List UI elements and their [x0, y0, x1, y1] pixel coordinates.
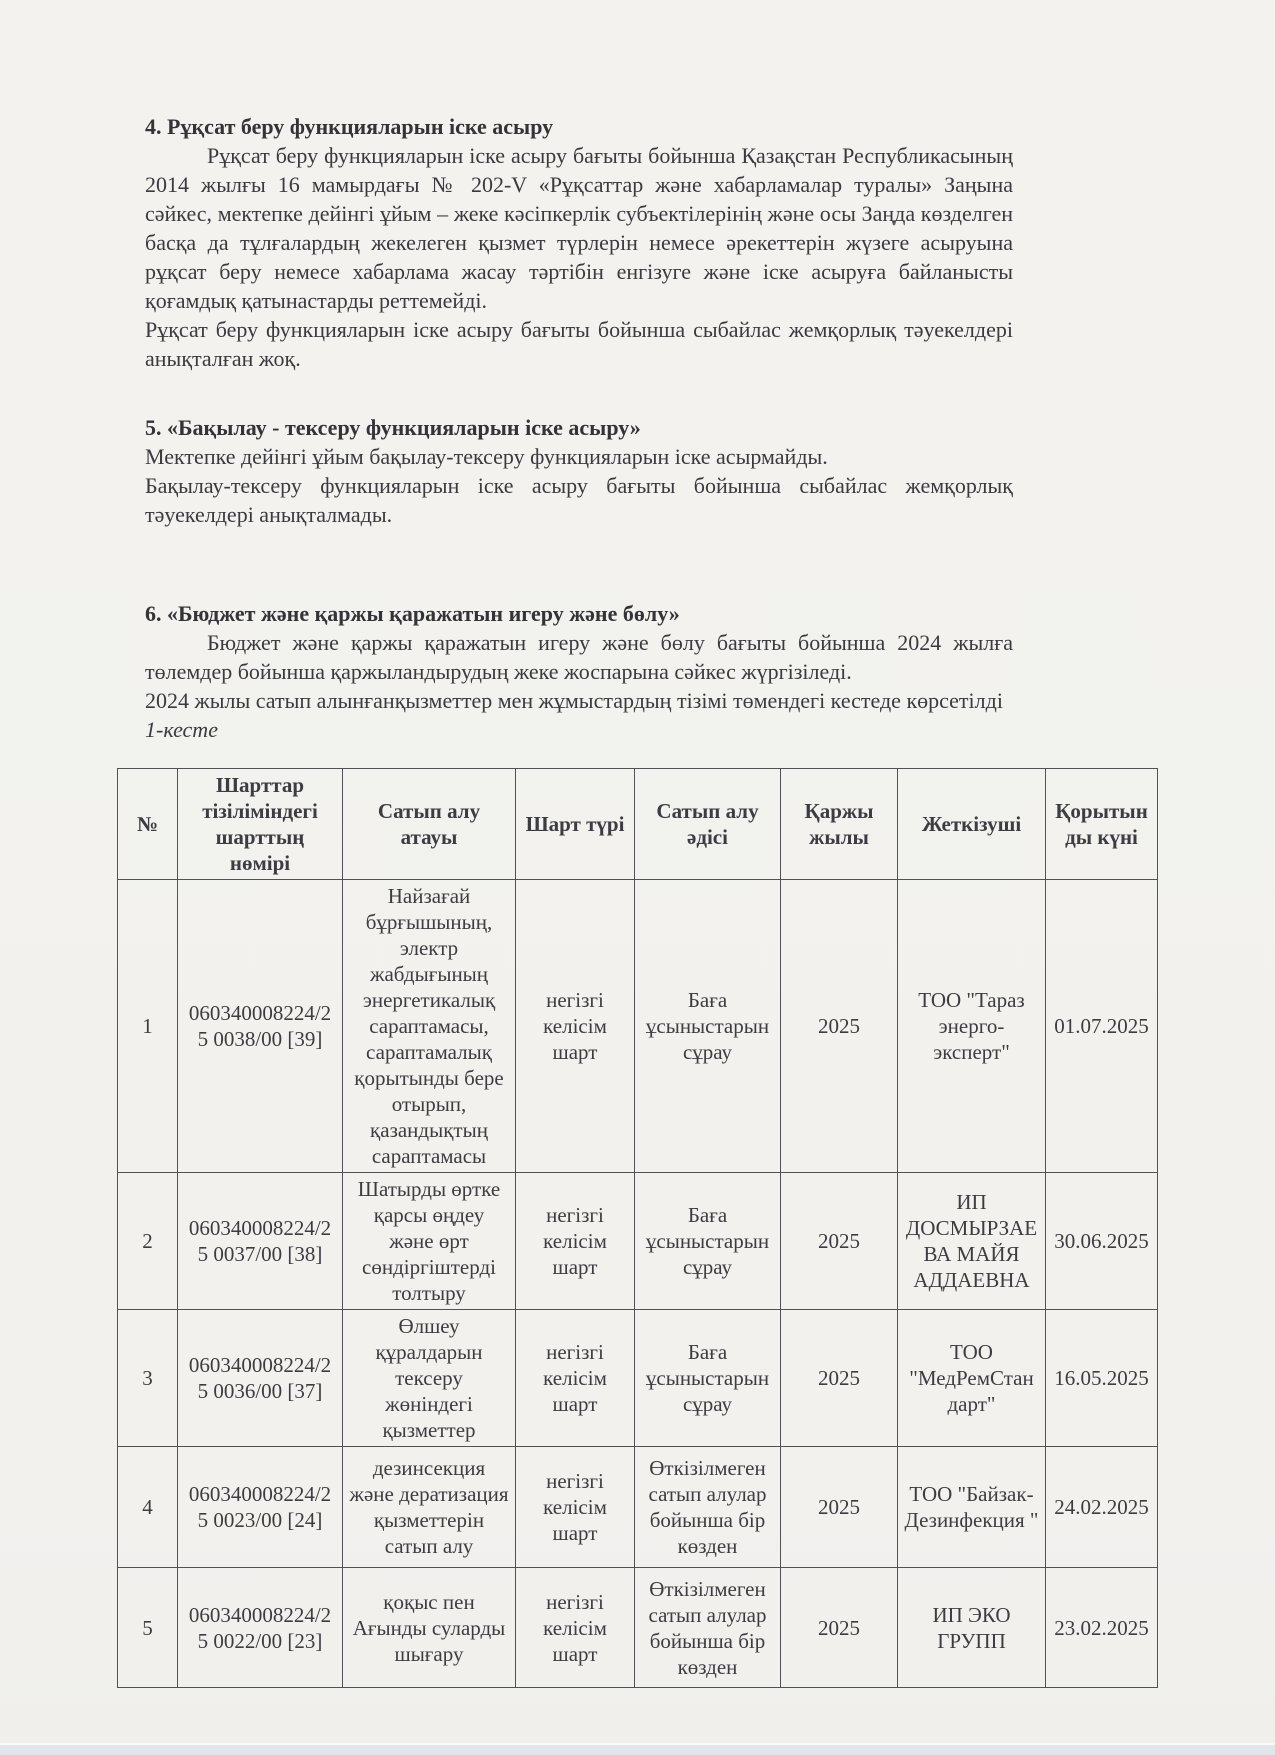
table-row [118, 1173, 1158, 1310]
table-cell: қоқыс пен Ағынды суларды шығару [343, 1568, 516, 1688]
table-cell: 4 [118, 1447, 178, 1568]
table-cell: 060340008224/25 0038/00 [39] [178, 880, 343, 1173]
table-cell: 3 [118, 1310, 178, 1447]
table-cell: 2025 [781, 1310, 898, 1447]
section-budget-heading: 6. «Бюджет және қаржы қаражатын игеру және бөлу» [145, 601, 680, 626]
table-cell: 16.05.2025 [1046, 1310, 1158, 1447]
column-header-supplier: Жеткізуші [898, 769, 1046, 880]
table-cell: 30.06.2025 [1046, 1173, 1158, 1310]
table-cell: 2025 [781, 1173, 898, 1310]
table-cell: Шатырды өртке қарсы өңдеу және өрт сөндіргіштерді толтыру [343, 1173, 516, 1310]
procurement-table [117, 768, 1158, 1688]
table-row [118, 1447, 1158, 1568]
column-header-purchase-method: Сатып алу әдісі [635, 769, 781, 880]
table-cell: 24.02.2025 [1046, 1447, 1158, 1568]
section-permits-paragraph-2: Рұқсат беру функцияларын іске асыру бағыты бойынша сыбайлас жемқорлық тәуекелдері анықталған жоқ. [145, 317, 1013, 371]
procurement-table-header [118, 769, 1158, 880]
table-cell: Өткізілмеген сатып алулар бойынша бір көзден [635, 1568, 781, 1688]
table-cell: ТОО "МедРемСтандарт" [898, 1310, 1046, 1447]
table-cell: негізгі келісім шарт [516, 1310, 635, 1447]
table-cell: 2025 [781, 1568, 898, 1688]
table-cell: ТОО "Тараз энерго-эксперт" [898, 880, 1046, 1173]
table-cell: 060340008224/25 0036/00 [37] [178, 1310, 343, 1447]
section-control-paragraph-1: Мектепке дейінгі ұйым бақылау-тексеру функцияларын іске асырмайды. [145, 444, 828, 469]
table-label: 1-кесте [145, 717, 218, 742]
table-cell: 5 [118, 1568, 178, 1688]
column-header-contract-number: Шарттар тізіліміндегі шарттың нөмірі [178, 769, 343, 880]
table-cell: Өткізілмеген сатып алулар бойынша бір көзден [635, 1447, 781, 1568]
table-cell: Өлшеу құралдарын тексеру жөніндегі қызметтер [343, 1310, 516, 1447]
table-cell: негізгі келісім шарт [516, 1173, 635, 1310]
section-permits-paragraph-1: Рұқсат беру функцияларын іске асыру бағыты бойынша Қазақстан Республикасының 2014 жылғы 16 мамырдағы № 202-V «Рұқсаттар және хабарламалар туралы» Заңына сәйкес, мектепке дейінгі ұйым – жеке кәсіпкерлік субъектілерінің және осы Заңда көзделген басқа да тұлғалардың жекелеген қызмет түрлерін немесе әрекеттерін жүзеге асыруына рұқсат беру немесе хабарлама жасау тәртібін енгізуге және іске асыруға байланысты қоғамдық қатынастарды реттемейді. [145, 143, 1013, 313]
table-row [118, 1310, 1158, 1447]
section-permits-heading: 4. Рұқсат беру функцияларын іске асыру [145, 114, 554, 139]
table-cell: 2 [118, 1173, 178, 1310]
section-budget-paragraph-2: 2024 жылы сатып алынғанқызметтер мен жұмыстардың тізімі төмендегі кестеде көрсетілді [145, 688, 1003, 713]
table-cell: ИП ДОСМЫРЗАЕВА МАЙЯ АДДАЕВНА [898, 1173, 1046, 1310]
section-control [145, 413, 1013, 529]
table-cell: негізгі келісім шарт [516, 1447, 635, 1568]
page-bottom-edge [0, 1743, 1275, 1755]
table-cell: ИП ЭКО ГРУПП [898, 1568, 1046, 1688]
table-cell: Баға ұсыныстарын сұрау [635, 1310, 781, 1447]
table-cell: Баға ұсыныстарын сұрау [635, 880, 781, 1173]
column-header-number: № [118, 769, 178, 880]
table-cell: Баға ұсыныстарын сұрау [635, 1173, 781, 1310]
table-cell: 060340008224/25 0022/00 [23] [178, 1568, 343, 1688]
table-cell: 2025 [781, 1447, 898, 1568]
section-control-paragraph-2: Бақылау-тексеру функцияларын іске асыру бағыты бойынша сыбайлас жемқорлық тәуекелдері анықталмады. [145, 473, 1013, 527]
section-budget-paragraph-1: Бюджет және қаржы қаражатын игеру және бөлу бағыты бойынша 2024 жылға төлемдер бойынша қаржыландырудың жеке жоспарына сәйкес жүргізіледі. [145, 630, 1013, 684]
section-control-heading: 5. «Бақылау - тексеру функцияларын іске асыру» [145, 415, 641, 440]
table-header-row [118, 769, 1158, 880]
table-row [118, 880, 1158, 1173]
section-permits [145, 112, 1013, 373]
column-header-fiscal-year: Қаржы жылы [781, 769, 898, 880]
section-budget [145, 599, 1013, 744]
column-header-purchase-name: Сатып алу атауы [343, 769, 516, 880]
table-cell: 01.07.2025 [1046, 880, 1158, 1173]
column-header-contract-type: Шарт түрі [516, 769, 635, 880]
table-cell: 23.02.2025 [1046, 1568, 1158, 1688]
procurement-table-body [118, 880, 1158, 1688]
table-cell: 060340008224/25 0037/00 [38] [178, 1173, 343, 1310]
table-cell: 2025 [781, 880, 898, 1173]
table-cell: дезинсекция және дератизация қызметтерін сатып алу [343, 1447, 516, 1568]
table-row [118, 1568, 1158, 1688]
column-header-final-date: Қорытынды күні [1046, 769, 1158, 880]
table-cell: 1 [118, 880, 178, 1173]
table-cell: Найзағай бұрғышының, электр жабдығының энергетикалық сараптамасы, сараптамалық қорытынды бере отырып, қазандықтың сараптамасы [343, 880, 516, 1173]
table-cell: 060340008224/25 0023/00 [24] [178, 1447, 343, 1568]
table-cell: негізгі келісім шарт [516, 880, 635, 1173]
table-cell: ТОО "Байзак-Дезинфекция " [898, 1447, 1046, 1568]
table-cell: негізгі келісім шарт [516, 1568, 635, 1688]
